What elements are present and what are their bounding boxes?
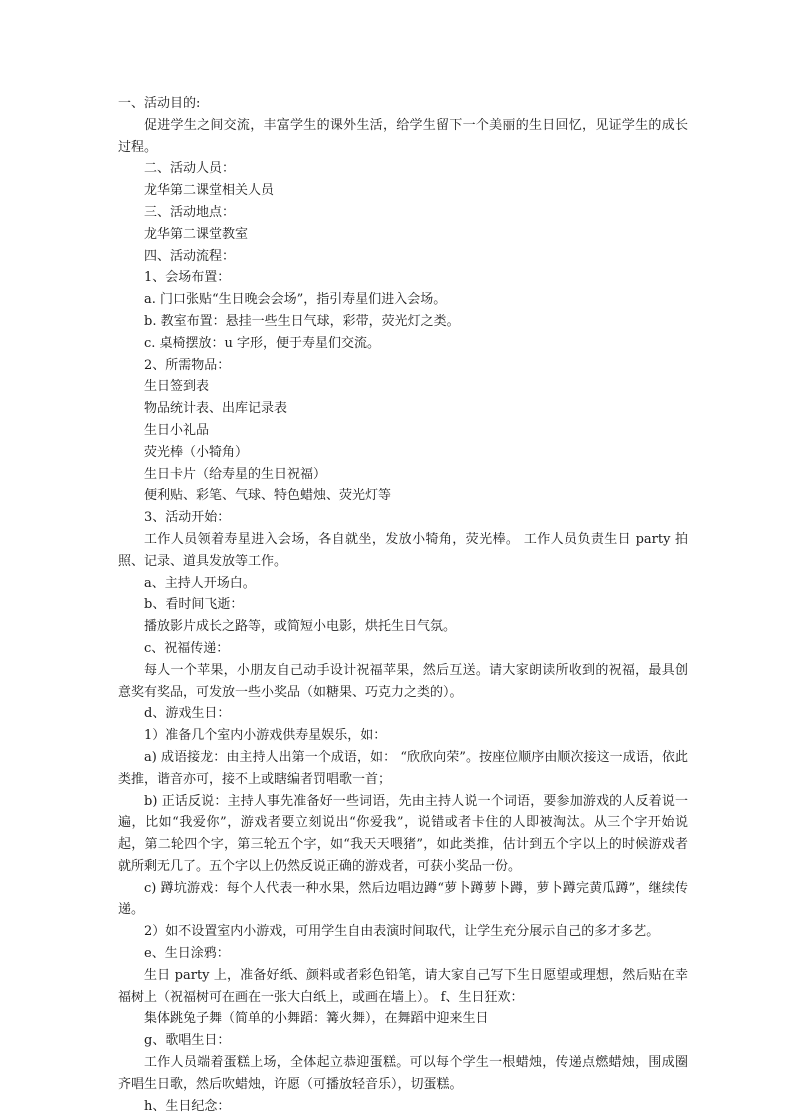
paragraph: 二、活动人员： [144, 161, 236, 177]
paragraph: h、生日纪念： [144, 1098, 231, 1114]
paragraph: 3、活动开始： [144, 510, 231, 526]
paragraph: 1、会场布置： [144, 270, 231, 286]
paragraph: a) 成语接龙：由主持人出第一个成语，如： “欣欣向荣”。按座位顺序由顺次接这一成语，依此类推，谐音亦可，接不上或瞎编者罚唱歌一首； [118, 749, 688, 787]
paragraph: 促进学生之间交流，丰富学生的课外生活，给学生留下一个美丽的生日回忆，见证学生的成长过程。 [118, 117, 688, 155]
paragraph: c、祝福传递： [144, 640, 230, 656]
paragraph: b、看时间飞逝： [144, 597, 244, 613]
paragraph: 生日签到表 [144, 379, 210, 395]
paragraph: 2、所需物品： [144, 357, 231, 373]
paragraph: 1）准备几个室内小游戏供寿星娱乐，如： [144, 728, 387, 744]
paragraph: d、游戏生日： [144, 706, 231, 722]
paragraph: 2）如不设置室内小游戏，可用学生自由表演时间取代，让学生充分展示自己的多才多艺。 [144, 924, 660, 940]
paragraph: 四、活动流程： [144, 248, 236, 264]
paragraph: 工作人员领着寿星进入会场，各自就坐，发放小犄角，荧光棒。 工作人员负责生日 party 拍照、记录、道具发放等工作。 [118, 531, 688, 569]
paragraph: 生日小礼品 [144, 422, 210, 438]
paragraph: 播放影片成长之路等，或简短小电影，烘托生日气氛。 [144, 619, 457, 635]
paragraph: 集体跳兔子舞（简单的小舞蹈：篝火舞），在舞蹈中迎来生日 [144, 1011, 489, 1027]
paragraph: b) 正话反说：主持人事先准备好一些词语，先由主持人说一个词语，要参加游戏的人反着说一遍，比如“我爱你”，游戏者要立刻说出“你爱我”，说错或者卡住的人即被淘汰。从三个字开始说起，第二轮四个字，第三轮五个字，如“我天天喂猪”，如此类推，估计到五个字以上的时候游戏者就所剩无几了。五个字以上仍然反说正确的游戏者，可获小奖品一份。 [118, 793, 688, 874]
paragraph: 龙华第二课堂教室 [144, 226, 249, 242]
paragraph: 生日卡片（给寿星的生日祝福） [144, 466, 327, 482]
paragraph: c. 桌椅摆放：u 字形，便于寿星们交流。 [144, 335, 381, 351]
paragraph: 生日 party 上，准备好纸、颜料或者彩色铅笔，请大家自己写下生日愿望或理想，然后贴在幸福树上（祝福树可在画在一张大白纸上，或画在墙上）。 f、生日狂欢： [118, 967, 688, 1005]
paragraph: 三、活动地点： [144, 204, 236, 220]
paragraph: a、主持人开场白。 [144, 575, 256, 591]
paragraph: 荧光棒（小犄角） [144, 444, 249, 460]
paragraph: a. 门口张贴“生日晚会会场”，指引寿星们进入会场。 [144, 292, 447, 308]
paragraph: 每人一个苹果，小朋友自己动手设计祝福苹果，然后互送。请大家朗读所收到的祝福，最具创意奖有奖品，可发放一些小奖品（如糖果、巧克力之类的）。 [118, 662, 688, 700]
paragraph: 物品统计表、出库记录表 [144, 401, 288, 417]
paragraph: e、生日涂鸦： [144, 946, 230, 962]
paragraph: g、歌唱生日： [144, 1033, 231, 1049]
paragraph: 工作人员端着蛋糕上场，全体起立恭迎蛋糕。可以每个学生一根蜡烛，传递点燃蜡烛，围成圈齐唱生日歌，然后吹蜡烛，许愿（可播放轻音乐），切蛋糕。 [118, 1055, 688, 1092]
paragraph: 便利贴、彩笔、气球、特色蜡烛、荧光灯等 [144, 488, 392, 504]
document-body [118, 93, 688, 1117]
paragraph: 龙华第二课堂相关人员 [144, 183, 275, 199]
paragraph: c) 蹲坑游戏：每个人代表一种水果，然后边唱边蹲“萝卜蹲萝卜蹲，萝卜蹲完黄瓜蹲”，继续传递。 [118, 880, 688, 918]
paragraph: 一、活动目的: [118, 96, 201, 111]
paragraph: b. 教室布置：悬挂一些生日气球，彩带，荧光灯之类。 [144, 313, 460, 329]
